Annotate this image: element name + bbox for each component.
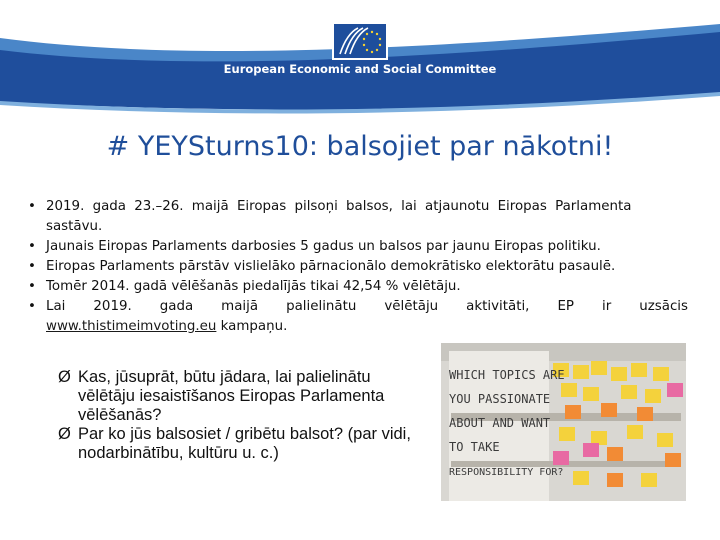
bullet-item [28,197,688,237]
photo-board-text: RESPONSIBILITY FOR? [449,467,564,478]
bullet-dot: • [28,259,36,274]
bullet-item [28,297,688,337]
organization-name: European Economic and Social Committee [223,62,497,76]
bullet-text: Tomēr 2014. gadā vēlēšanās piedalījās tikai 42,54 % vēlētāju. [46,279,461,294]
question-item [58,368,418,425]
bullet-list [28,197,688,337]
question-list [58,368,418,463]
bullet-text: 2019. gada 23.–26. maijā Eiropas pilsoņi balsos, lai atjaunotu Eiropas Parlamenta sastāvu. [46,199,632,234]
bullet-dot: • [28,199,36,214]
bullet-dot: • [28,299,36,314]
sticky-notes-photo [441,343,686,501]
eesc-logo-icon [332,22,388,60]
photo-board-text: TO TAKE [449,440,500,454]
question-item [58,425,418,463]
header-banner [0,0,720,120]
photo-board-text: YOU PASSIONATE [449,392,551,406]
arrow-bullet-icon: Ø [58,425,71,443]
bullet-text: Lai 2019. gada maijā palielinātu vēlētāju aktivitāti, EP ir uzsācis [46,299,688,314]
question-text: Par ko jūs balsosiet / gribētu balsot? (par vidi, nodarbinātību, kultūru u. c.) [78,425,411,462]
bullet-dot: • [28,279,36,294]
slide-title: # YEYSturns10: balsojiet par nākotni! [106,131,614,162]
bullet-item [28,257,688,277]
bullet-text: Eiropas Parlaments pārstāv vislielāko pārnacionālo demokrātisko elektorātu pasaulē. [46,259,616,274]
photo-board-text: ABOUT AND WANT [449,416,551,430]
bullet-text-tail: kampaņu. [216,319,288,334]
bullet-item [28,237,688,257]
bullet-item [28,277,688,297]
campaign-link[interactable]: www.thistimeimvoting.eu [46,319,217,334]
question-text: Kas, jūsuprāt, būtu jādara, lai palielinātu vēlētāju iesaistīšanos Eiropas Parlamenta vēlēšanās? [78,368,385,424]
header-band-graphic [0,0,720,120]
photo-board-text: WHICH TOPICS ARE [449,368,565,382]
arrow-bullet-icon: Ø [58,368,71,386]
bullet-dot: • [28,239,36,254]
bullet-text: Jaunais Eiropas Parlaments darbosies 5 gadus un balsos par jaunu Eiropas politiku. [46,239,601,254]
